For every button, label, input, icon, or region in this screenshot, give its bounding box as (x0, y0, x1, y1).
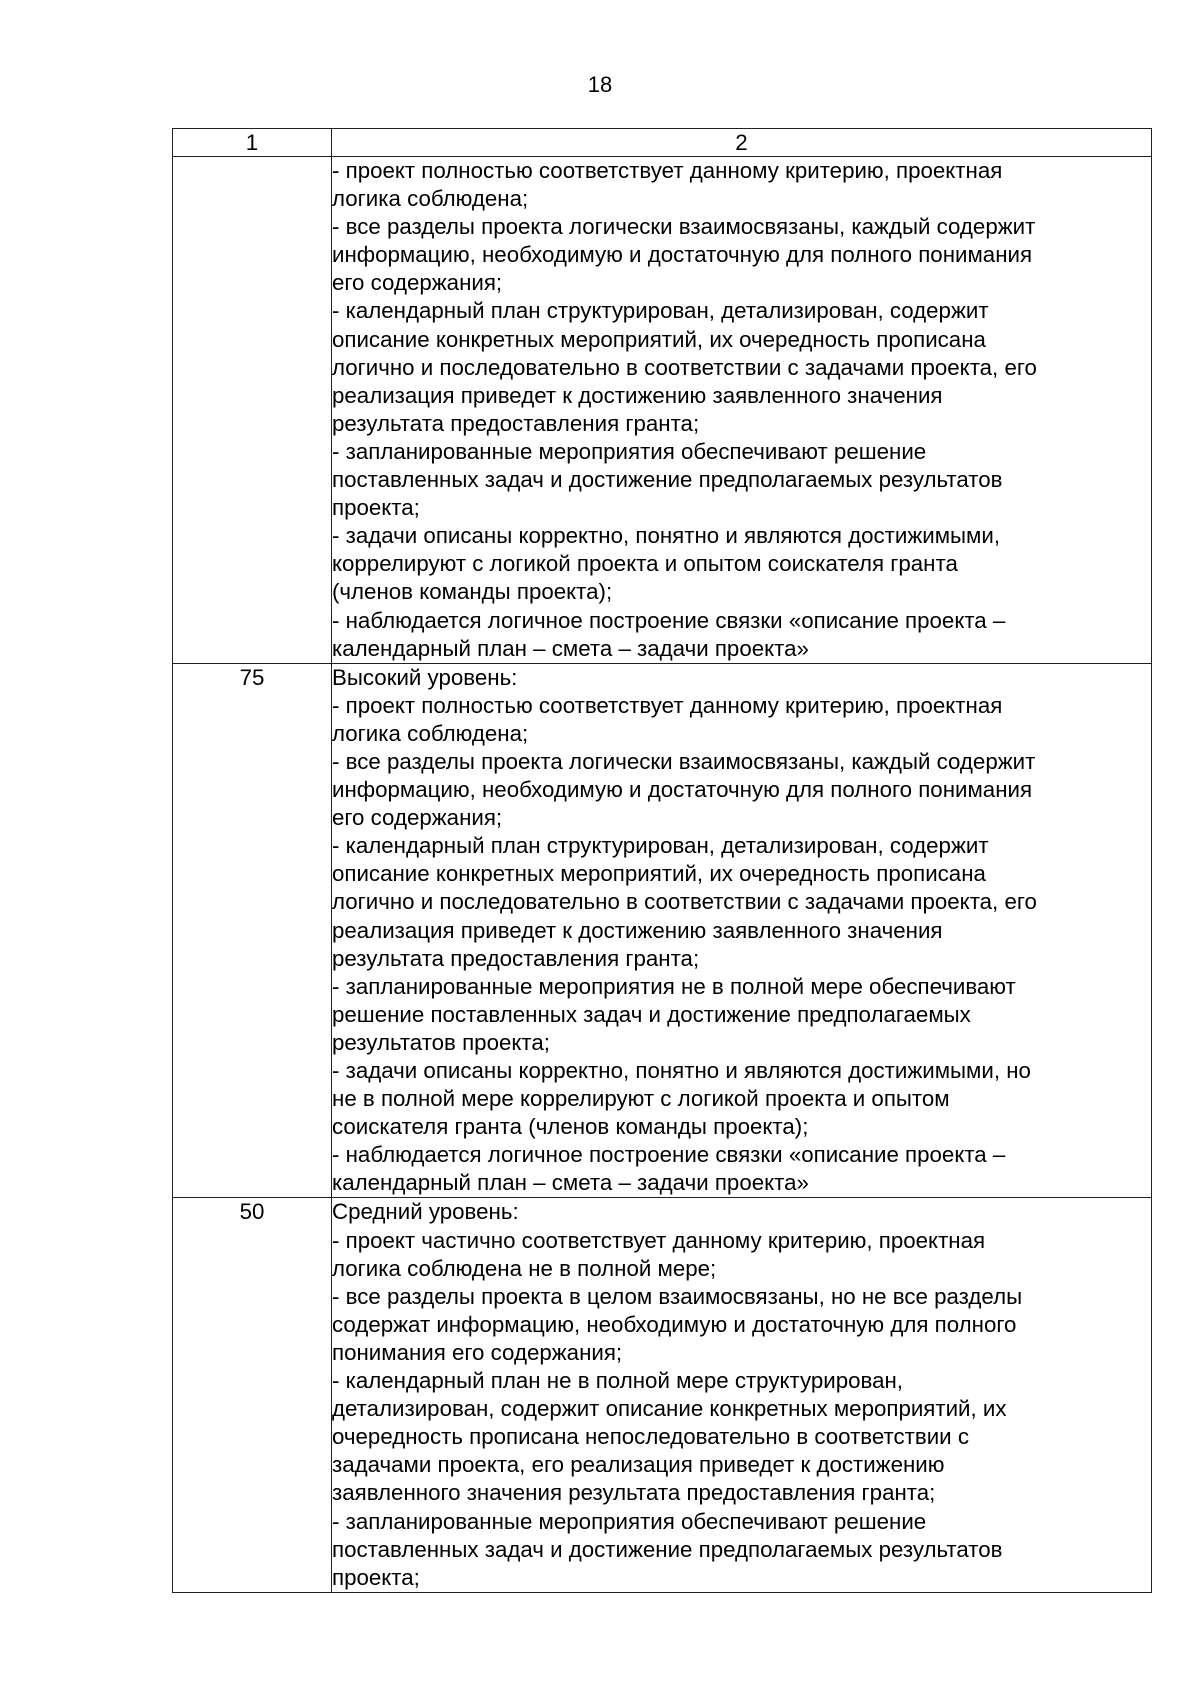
description-line: - проект частично соответствует данному критерию, проектная (332, 1227, 986, 1253)
description-line: содержат информацию, необходимую и достаточную для полного (332, 1311, 1017, 1337)
description-line: соискателя гранта (членов команды проекта); (332, 1114, 809, 1140)
description-line: заявленного значения результата предоставления гранта; (332, 1480, 936, 1506)
description-cell (332, 663, 1152, 1198)
description-line: решение поставленных задач и достижение предполагаемых (332, 1001, 971, 1027)
description-line: результата предоставления гранта; (332, 410, 700, 436)
description-line: логично и последовательно в соответствии с задачами проекта, его (332, 354, 1037, 380)
description-line: - все разделы проекта в целом взаимосвязаны, но не все разделы (332, 1283, 1023, 1309)
description-line: логика соблюдена не в полной мере; (332, 1255, 717, 1281)
description-line: поставленных задач и достижение предполагаемых результатов (332, 1536, 1003, 1562)
column-header-description: 2 (332, 129, 1152, 157)
description-line: понимания его содержания; (332, 1339, 623, 1365)
description-line: информацию, необходимую и достаточную для полного понимания (332, 777, 1033, 803)
description-line: - календарный план структурирован, детализирован, содержит (332, 298, 989, 324)
table-row (173, 1198, 1152, 1592)
table-row (173, 663, 1152, 1198)
table-header-row (173, 129, 1152, 157)
description-line: не в полной мере коррелируют с логикой проекта и опытом (332, 1086, 950, 1112)
description-line: результата предоставления гранта; (332, 945, 700, 971)
description-line: Высокий уровень: (332, 664, 518, 690)
description-line: - проект полностью соответствует данному критерию, проектная (332, 158, 1003, 183)
description-line: - календарный план не в полной мере структурирован, (332, 1368, 903, 1394)
score-cell: 50 (173, 1198, 332, 1592)
criteria-table (172, 128, 1152, 1593)
description-line: логично и последовательно в соответствии с задачами проекта, его (332, 889, 1037, 915)
description-line: результатов проекта; (332, 1029, 550, 1055)
description-line: календарный план – смета – задачи проекта» (332, 1170, 809, 1196)
description-line: его содержания; (332, 270, 503, 296)
description-line: поставленных задач и достижение предполагаемых результатов (332, 467, 1003, 493)
description-line: - проект полностью соответствует данному критерию, проектная (332, 692, 1003, 718)
description-line: его содержания; (332, 805, 503, 831)
description-line: - наблюдается логичное построение связки «описание проекта – (332, 607, 1006, 633)
description-line: реализация приведет к достижению заявленного значения (332, 382, 943, 408)
description-line: коррелируют с логикой проекта и опытом соискателя гранта (332, 551, 958, 577)
description-line: - запланированные мероприятия обеспечивают решение (332, 1508, 927, 1534)
page-number: 18 (587, 72, 613, 97)
description-line: календарный план – смета – задачи проекта» (332, 635, 809, 661)
description-line: проекта; (332, 495, 420, 521)
description-line: логика соблюдена; (332, 720, 529, 746)
description-line: детализирован, содержит описание конкретных мероприятий, их (332, 1396, 1007, 1422)
description-line: - запланированные мероприятия обеспечивают решение (332, 438, 927, 464)
description-cell (332, 157, 1152, 664)
score-cell: 75 (173, 663, 332, 1198)
description-line: проекта; (332, 1564, 420, 1590)
description-line: Средний уровень: (332, 1199, 519, 1225)
description-line: - все разделы проекта логически взаимосвязаны, каждый содержит (332, 214, 1036, 240)
description-line: очередность прописана непоследовательно в соответствии с (332, 1424, 969, 1450)
description-line: логика соблюдена; (332, 186, 529, 212)
description-line: - календарный план структурирован, детализирован, содержит (332, 833, 989, 859)
description-line: задачами проекта, его реализация приведет к достижению (332, 1452, 945, 1478)
description-line: - наблюдается логичное построение связки «описание проекта – (332, 1142, 1006, 1168)
description-line: (членов команды проекта); (332, 579, 613, 605)
description-line: - запланированные мероприятия не в полной мере обеспечивают (332, 973, 1016, 999)
table-body (173, 157, 1152, 1593)
description-line: описание конкретных мероприятий, их очередность прописана (332, 326, 986, 352)
description-line: описание конкретных мероприятий, их очередность прописана (332, 861, 986, 887)
description-line: - все разделы проекта логически взаимосвязаны, каждый содержит (332, 748, 1036, 774)
table-row (173, 157, 1152, 664)
description-line: реализация приведет к достижению заявленного значения (332, 917, 943, 943)
description-line: информацию, необходимую и достаточную для полного понимания (332, 242, 1033, 268)
description-cell (332, 1198, 1152, 1592)
score-cell (173, 157, 332, 664)
column-header-score: 1 (173, 129, 332, 157)
description-line: - задачи описаны корректно, понятно и являются достижимыми, но (332, 1058, 1031, 1083)
description-line: - задачи описаны корректно, понятно и являются достижимыми, (332, 523, 1001, 549)
